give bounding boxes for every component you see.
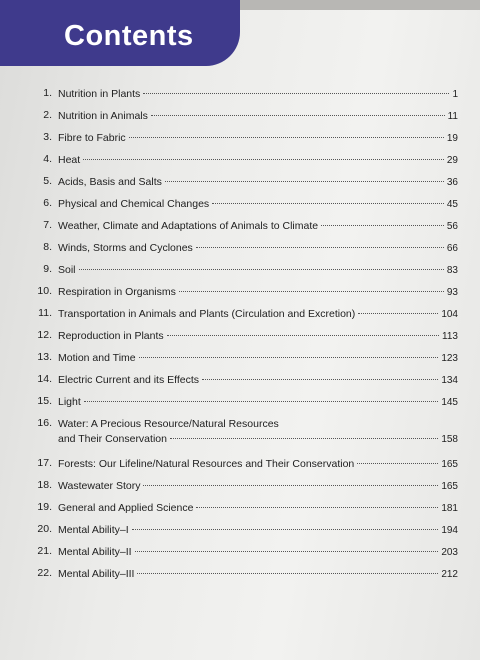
chapter-title: Physical and Chemical Changes: [58, 198, 210, 210]
toc-entry: [0, 150, 480, 172]
page-title: Contents: [64, 20, 194, 52]
dot-leader: [196, 247, 444, 248]
chapter-number: 19.: [37, 501, 52, 513]
chapter-title: Mental Ability–III: [58, 568, 135, 580]
dot-leader: [165, 181, 444, 182]
chapter-title-block: [58, 241, 458, 256]
chapter-number: 7.: [43, 219, 52, 231]
dot-leader: [84, 401, 439, 402]
chapter-title: Mental Ability–II: [58, 546, 132, 558]
chapter-title: Mental Ability–I: [58, 524, 129, 536]
chapter-title-block: [58, 175, 458, 190]
chapter-number: 1.: [43, 87, 52, 99]
page-number: 1: [452, 89, 458, 100]
dot-leader: [202, 379, 438, 380]
chapter-number: 5.: [43, 175, 52, 187]
dot-leader: [179, 291, 444, 292]
dot-leader: [79, 269, 444, 270]
chapter-title-block: [58, 263, 458, 278]
chapter-title-block: [58, 417, 458, 447]
chapter-title-continued: and Their Conservation: [58, 433, 167, 445]
chapter-title-block: [58, 373, 458, 388]
page-number: 212: [441, 569, 458, 580]
contents-banner: [0, 0, 240, 66]
toc-entry: [0, 128, 480, 150]
chapter-title: Nutrition in Plants: [58, 88, 141, 100]
page-number: 134: [441, 375, 458, 386]
table-of-contents: [0, 84, 480, 586]
chapter-title-block: [58, 523, 458, 538]
toc-entry: [0, 106, 480, 128]
chapter-title-block: [58, 545, 458, 560]
page-number: 113: [442, 331, 458, 342]
toc-entry: [0, 216, 480, 238]
chapter-title: Reproduction in Plants: [58, 330, 164, 342]
dot-leader: [139, 357, 439, 358]
chapter-title-block: [58, 567, 458, 582]
page-number: 165: [441, 459, 458, 470]
toc-entry: [0, 498, 480, 520]
chapter-title-block: [58, 395, 458, 410]
chapter-number: 12.: [37, 329, 52, 341]
chapter-number: 18.: [37, 479, 52, 491]
chapter-title: Winds, Storms and Cyclones: [58, 242, 193, 254]
page-number: 104: [441, 309, 458, 320]
chapter-title-block: [58, 87, 458, 102]
page-number: 83: [446, 265, 458, 276]
toc-entry: [0, 454, 480, 476]
chapter-title-block: [58, 131, 458, 146]
chapter-number: 14.: [37, 373, 52, 385]
chapter-title-block: [58, 457, 458, 472]
chapter-number: 3.: [43, 131, 52, 143]
chapter-number: 8.: [43, 241, 52, 253]
chapter-number: 6.: [43, 197, 52, 209]
chapter-title-block: [58, 109, 458, 124]
dot-leader: [83, 159, 444, 160]
dot-leader: [170, 438, 438, 439]
toc-entry: [0, 194, 480, 216]
page-number: 203: [441, 547, 458, 558]
toc-entry: [0, 520, 480, 542]
toc-entry: [0, 260, 480, 282]
chapter-title-block: [58, 307, 458, 322]
chapter-title: Heat: [58, 154, 81, 166]
page-number: 19: [446, 133, 458, 144]
chapter-title-block: [58, 285, 458, 300]
page-number: 11: [447, 111, 458, 122]
chapter-title: Forests: Our Lifeline/Natural Resources and Their Conservation: [58, 458, 355, 470]
dot-leader: [151, 115, 445, 116]
chapter-number: 15.: [37, 395, 52, 407]
chapter-title: Motion and Time: [58, 352, 136, 364]
chapter-title: Electric Current and its Effects: [58, 374, 200, 386]
dot-leader: [167, 335, 439, 336]
chapter-title-block: [58, 219, 458, 234]
dot-leader: [357, 463, 438, 464]
chapter-number: 21.: [37, 545, 52, 557]
chapter-number: 13.: [37, 351, 52, 363]
toc-entry: [0, 414, 480, 454]
toc-entry: [0, 326, 480, 348]
chapter-title: Soil: [58, 264, 76, 276]
chapter-title-block: [58, 197, 458, 212]
chapter-number: 22.: [37, 567, 52, 579]
page-number: 194: [441, 525, 458, 536]
chapter-title: Water: A Precious Resource/Natural Resources: [58, 418, 279, 430]
chapter-number: 2.: [43, 109, 52, 121]
page-number: 66: [446, 243, 458, 254]
toc-entry: [0, 348, 480, 370]
chapter-title-block: [58, 153, 458, 168]
toc-entry: [0, 392, 480, 414]
page-number: 36: [446, 177, 458, 188]
chapter-number: 10.: [37, 285, 52, 297]
dot-leader: [143, 93, 449, 94]
toc-entry: [0, 304, 480, 326]
chapter-title-block: [58, 479, 458, 494]
toc-entry: [0, 370, 480, 392]
dot-leader: [143, 485, 438, 486]
chapter-title: Respiration in Organisms: [58, 286, 176, 298]
page-number: 123: [441, 353, 458, 364]
page-number: 29: [446, 155, 458, 166]
toc-entry: [0, 542, 480, 564]
toc-entry: [0, 282, 480, 304]
toc-entry: [0, 238, 480, 260]
chapter-title: General and Applied Science: [58, 502, 194, 514]
chapter-title: Transportation in Animals and Plants (Circulation and Excretion): [58, 308, 356, 320]
page-number: 165: [441, 481, 458, 492]
chapter-title: Fibre to Fabric: [58, 132, 126, 144]
page-number: 158: [441, 434, 458, 445]
dot-leader: [358, 313, 438, 314]
chapter-number: 20.: [37, 523, 52, 535]
toc-entry: [0, 84, 480, 106]
dot-leader: [137, 573, 438, 574]
chapter-number: 4.: [43, 153, 52, 165]
dot-leader: [196, 507, 438, 508]
chapter-title-block: [58, 351, 458, 366]
page-number: 56: [446, 221, 458, 232]
toc-entry: [0, 172, 480, 194]
toc-entry: [0, 476, 480, 498]
dot-leader: [321, 225, 444, 226]
page-number: 93: [446, 287, 458, 298]
chapter-number: 16.: [37, 417, 52, 429]
chapter-title: Acids, Basis and Salts: [58, 176, 162, 188]
chapter-title: Nutrition in Animals: [58, 110, 148, 122]
page-number: 181: [441, 503, 458, 514]
chapter-number: 17.: [37, 457, 52, 469]
dot-leader: [135, 551, 439, 552]
dot-leader: [132, 529, 439, 530]
chapter-title-block: [58, 329, 458, 344]
chapter-number: 11.: [38, 307, 52, 319]
chapter-title: Weather, Climate and Adaptations of Animals to Climate: [58, 220, 319, 232]
dot-leader: [212, 203, 444, 204]
page-number: 145: [441, 397, 458, 408]
chapter-title: Light: [58, 396, 81, 408]
chapter-title: Wastewater Story: [58, 480, 141, 492]
dot-leader: [129, 137, 444, 138]
toc-entry: [0, 564, 480, 586]
page-number: 45: [446, 199, 458, 210]
chapter-title-block: [58, 501, 458, 516]
chapter-number: 9.: [43, 263, 52, 275]
